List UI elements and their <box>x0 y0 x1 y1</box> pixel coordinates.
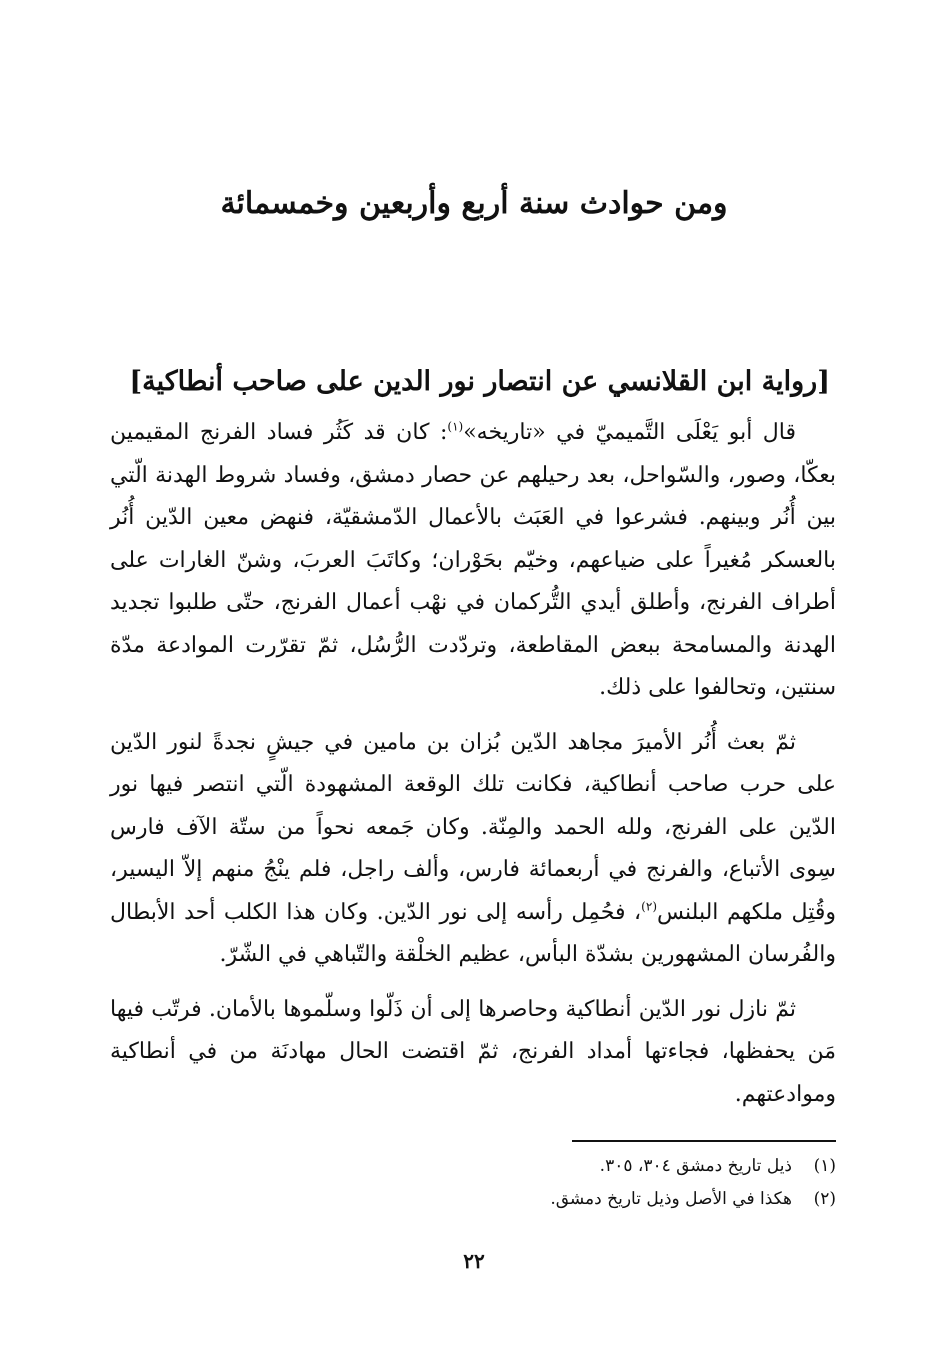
footnote-ref-2: (٢) <box>641 899 657 914</box>
paragraph-text: ثمّ بعث أُنُر الأميرَ مجاهد الدّين بُزان بن مامين في جيشٍ نجدةً لنور الدّين على حرب صاحب أنطاكية، فكانت تلك الوقعة المشهودة الّتي انتصر فيها نور الدّين على الفرنج، ولله الحمد والمِنّة. وكان جَمعه نحواً من ستّة الآف فارس سِوى الأتباع، والفرنج في أربعمائة فارس، وألف راجل، فلم ينْجُ منهم إلاّ اليسير، وقُتِل ملكهم البلنس <box>110 729 836 925</box>
footnotes <box>336 1150 836 1216</box>
footnote-text: ذيل تاريخ دمشق ٣٠٤، ٣٠٥. <box>599 1156 792 1176</box>
paragraph-text: قال أبو يَعْلَى التَّميميّ في «تاريخه» <box>463 420 796 445</box>
paragraph-3 <box>110 989 836 1117</box>
footnote-1 <box>336 1150 836 1183</box>
chapter-title: ومن حوادث سنة أربع وأربعين وخمسمائة <box>220 186 728 221</box>
section-title: [رواية ابن القلانسي عن انتصار نور الدين على صاحب أنطاكية] <box>129 366 830 397</box>
footnote-ref-1: (١) <box>447 419 464 434</box>
body-text <box>110 412 836 1128</box>
footnote-divider <box>572 1140 836 1142</box>
paragraph-1 <box>110 412 836 710</box>
paragraph-text: ، فحُمِل رأسه إلى نور الدّين. وكان هذا الكلب أحد الأبطال والفُرسان المشهورين بشدّة البأس، عظيم الخلْقة والتّباهي في الشّرّ. <box>110 899 836 967</box>
footnote-text: هكذا في الأصل وذيل تاريخ دمشق. <box>550 1189 792 1209</box>
paragraph-text: : كان قد كَثُر فساد الفرنج المقيمين بعكّا، وصور، والسّواحل، بعد رحيلهم عن حصار دمشق، وفساد شروط الهدنة الّتي بين أُنُر وبينهم. فشرعوا في العَبَث بالأعمال الدّمشقيّة، فنهض معين الدّين أُنُر بالعسكر مُغيراً على ضياعهم، وخيّم بحَوْران؛ وكاتَبَ العربَ، وشنّ الغارات على أطراف الفرنج، وأطلق أيدي التُّركمان في نهْب أعمال الفرنج، حتّى طلبوا تجديد الهدنة والمسامحة ببعض المقاطعة، وتردّدت الرُّسُل، ثمّ تقرّرت الموادعة مدّة سنتين، وتحالفوا على ذلك. <box>110 420 836 700</box>
footnote-number: (٢) <box>813 1189 836 1209</box>
page-number: ٢٢ <box>463 1249 485 1273</box>
footnote-number: (١) <box>813 1156 836 1176</box>
footnote-2 <box>336 1183 836 1216</box>
paragraph-text: ثمّ نازل نور الدّين أنطاكية وحاصرها إلى أن ذَلّوا وسلّموها بالأمان. فرتّب فيها مَن يحفظها، فجاءتها أمداد الفرنج، ثمّ اقتضت الحال مهادنَة من في أنطاكية وموادعتهم. <box>110 996 836 1107</box>
paragraph-2 <box>110 722 836 977</box>
